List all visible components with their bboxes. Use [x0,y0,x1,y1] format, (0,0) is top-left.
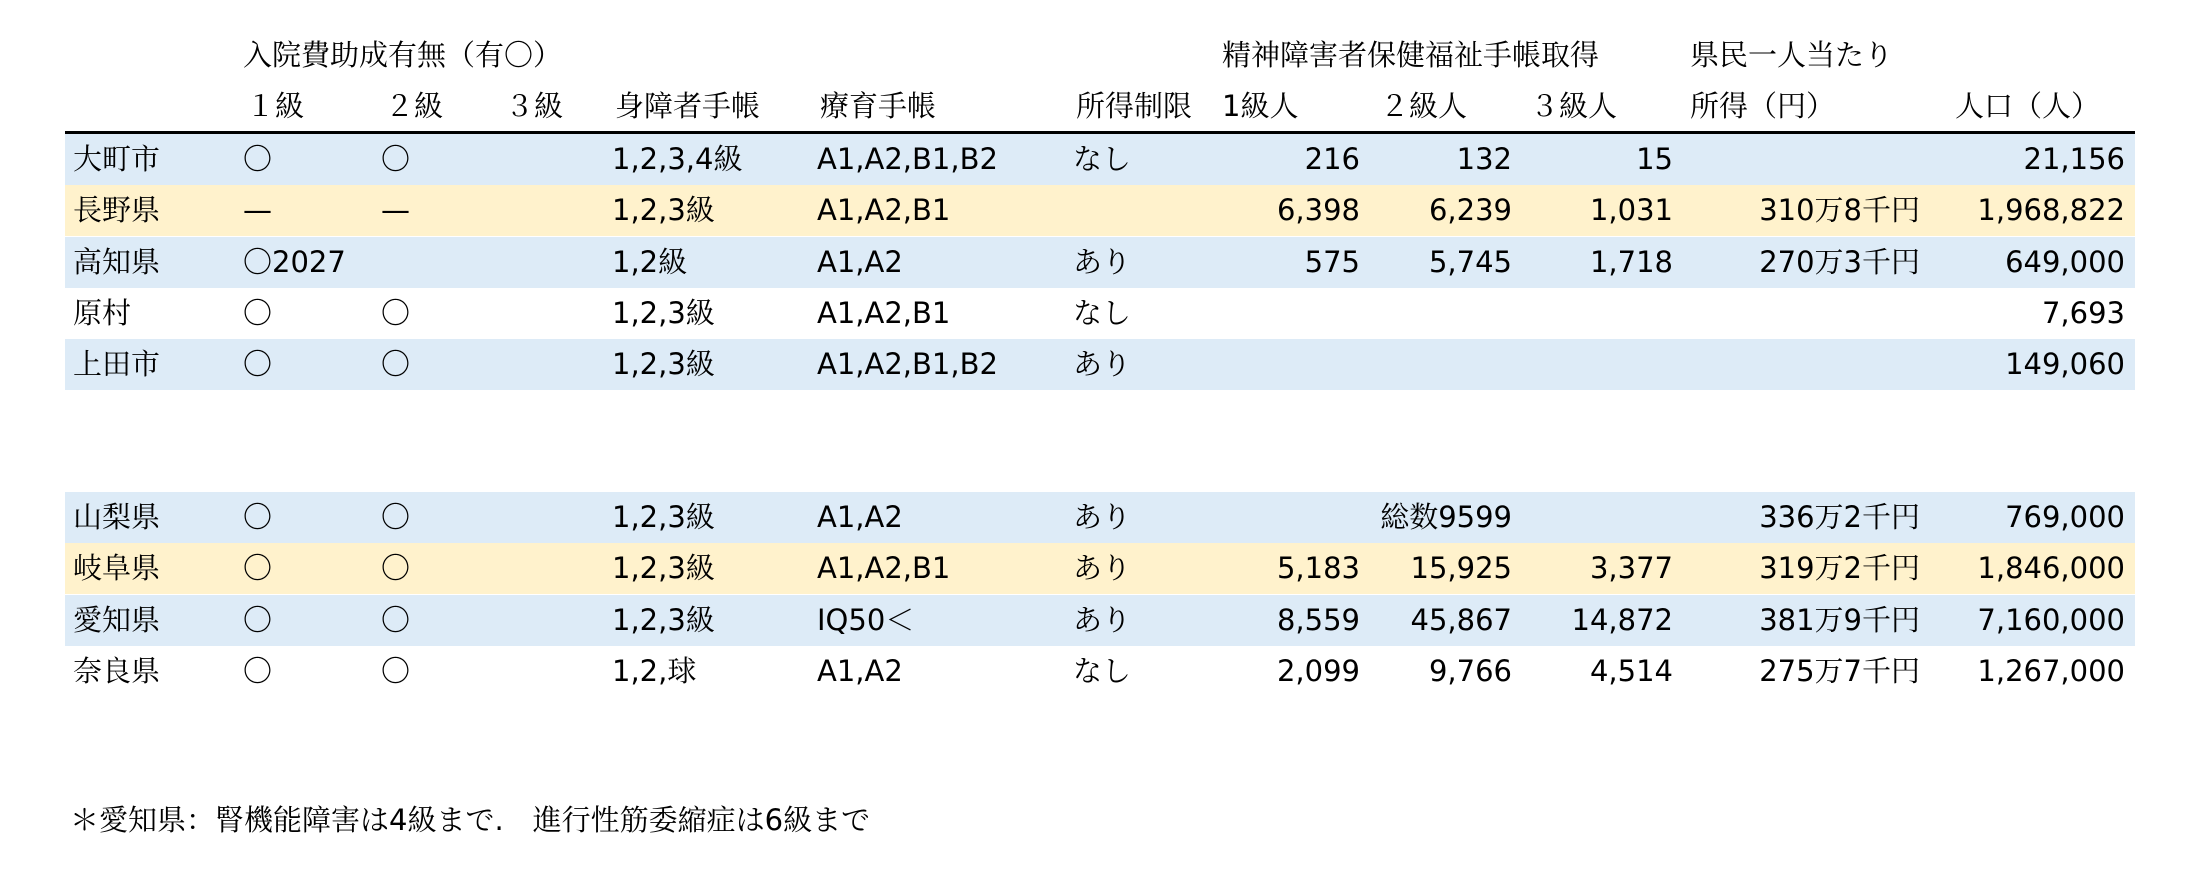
cell-physical: 1,2,3,4級 [612,142,743,176]
cell-population: 649,000 [2005,245,2125,279]
cell-physical: 1,2,3級 [612,193,715,227]
cell-name: 愛知県 [73,603,161,637]
cell-population: 769,000 [2005,500,2125,534]
cell-grade2: 〇 [381,654,411,688]
cell-grade2: — [381,193,410,227]
header-grade3: ３級 [505,89,564,123]
cell-population: 149,060 [2005,347,2125,381]
cell-mental-g2: 5,745 [1428,245,1512,279]
cell-grade1: 〇 [243,347,273,381]
header-income-limit: 所得制限 [1076,89,1193,123]
cell-physical: 1,2,3級 [612,296,715,330]
header-mental-g2: ２級人 [1380,89,1468,123]
table-row [65,646,2135,697]
table-row [65,339,2135,390]
cell-grade2: 〇 [381,296,411,330]
header-per-capita: 県民一人当たり [1690,38,1894,72]
header-hospital-subsidy: 入院費助成有無（有〇） [243,38,563,72]
cell-grade1: — [243,193,272,227]
cell-grade2: 〇 [381,551,411,585]
cell-ryoiku: A1,A2,B1,B2 [817,142,998,176]
cell-mental-g3: 14,872 [1571,603,1673,637]
cell-ryoiku: A1,A2,B1 [817,193,951,227]
cell-mental-g3: 3,377 [1589,551,1673,585]
cell-mental-g1: 575 [1304,245,1360,279]
cell-ryoiku: IQ50＜ [817,603,915,637]
cell-income: 336万2千円 [1759,500,1920,534]
cell-population: 21,156 [2023,142,2125,176]
header-physical-handbook: 身障者手帳 [615,89,761,123]
cell-income-limit: あり [1073,603,1132,637]
cell-mental-g2: 45,867 [1410,603,1512,637]
cell-grade1: 〇 [243,296,273,330]
cell-ryoiku: A1,A2 [817,500,903,534]
cell-income-limit: あり [1073,500,1132,534]
cell-population: 1,968,822 [1977,193,2125,227]
cell-mental-g1: 5,183 [1276,551,1360,585]
header-ryoiku-handbook: 療育手帳 [820,89,937,123]
table-row [65,185,2135,236]
cell-mental-g3: 1,031 [1589,193,1673,227]
cell-population: 7,693 [2041,296,2125,330]
table-row [65,134,2135,185]
cell-grade1: 〇2027 [243,245,346,279]
cell-ryoiku: A1,A2 [817,654,903,688]
header-population: 人口（人） [1955,89,2101,123]
cell-income: 319万2千円 [1759,551,1920,585]
cell-grade1: 〇 [243,603,273,637]
table-row [65,595,2135,646]
cell-physical: 1,2級 [612,245,688,279]
table-row [65,543,2135,594]
cell-grade1: 〇 [243,500,273,534]
cell-ryoiku: A1,A2,B1 [817,551,951,585]
cell-income-limit: あり [1073,551,1132,585]
cell-physical: 1,2,球 [612,654,697,688]
cell-grade2: 〇 [381,500,411,534]
cell-mental-g3: 4,514 [1589,654,1673,688]
cell-income: 275万7千円 [1759,654,1920,688]
cell-name: 高知県 [73,245,161,279]
cell-income-limit: なし [1073,142,1132,176]
cell-income-limit: あり [1073,245,1132,279]
cell-ryoiku: A1,A2 [817,245,903,279]
cell-ryoiku: A1,A2,B1 [817,296,951,330]
cell-physical: 1,2,3級 [612,347,715,381]
cell-ryoiku: A1,A2,B1,B2 [817,347,998,381]
cell-population: 1,846,000 [1977,551,2125,585]
footnote: ＊愛知県：腎機能障害は4級まで. 進行性筋委縮症は6級まで [70,803,871,837]
cell-grade1: 〇 [243,551,273,585]
table-row [65,288,2135,339]
cell-mental-g1: 2,099 [1276,654,1360,688]
header-income: 所得（円） [1690,89,1836,123]
header-mental-g3: ３級人 [1530,89,1618,123]
cell-population: 7,160,000 [1977,603,2125,637]
cell-income-limit: なし [1073,296,1132,330]
cell-name: 大町市 [73,142,161,176]
cell-physical: 1,2,3級 [612,603,715,637]
cell-income: 310万8千円 [1759,193,1920,227]
cell-population: 1,267,000 [1977,654,2125,688]
cell-grade1: 〇 [243,654,273,688]
cell-mental-g2: 132 [1456,142,1512,176]
header-grade1: １級 [246,89,305,123]
cell-mental-g1: 216 [1304,142,1360,176]
cell-name: 岐阜県 [73,551,161,585]
cell-mental-g2: 9,766 [1428,654,1512,688]
header-mental-handbook: 精神障害者保健福祉手帳取得 [1222,38,1600,72]
table-row [65,492,2135,543]
cell-grade2: 〇 [381,347,411,381]
cell-income: 270万3千円 [1759,245,1920,279]
cell-name: 奈良県 [73,654,161,688]
cell-mental-g2: 総数9599 [1380,500,1512,534]
cell-mental-g1: 8,559 [1276,603,1360,637]
header-mental-g1: 1級人 [1222,89,1299,123]
cell-grade2: 〇 [381,603,411,637]
cell-physical: 1,2,3級 [612,500,715,534]
cell-physical: 1,2,3級 [612,551,715,585]
cell-mental-g1: 6,398 [1276,193,1360,227]
cell-mental-g2: 6,239 [1428,193,1512,227]
cell-income-limit: なし [1073,654,1132,688]
cell-mental-g3: 1,718 [1589,245,1673,279]
cell-grade2: 〇 [381,142,411,176]
cell-mental-g3: 15 [1636,142,1673,176]
cell-name: 原村 [73,296,132,330]
cell-grade1: 〇 [243,142,273,176]
cell-name: 上田市 [73,347,161,381]
cell-mental-g2: 15,925 [1410,551,1512,585]
header-grade2: ２級 [385,89,444,123]
cell-name: 長野県 [73,193,161,227]
cell-income-limit: あり [1073,347,1132,381]
cell-income: 381万9千円 [1759,603,1920,637]
table-row [65,237,2135,288]
cell-name: 山梨県 [73,500,161,534]
